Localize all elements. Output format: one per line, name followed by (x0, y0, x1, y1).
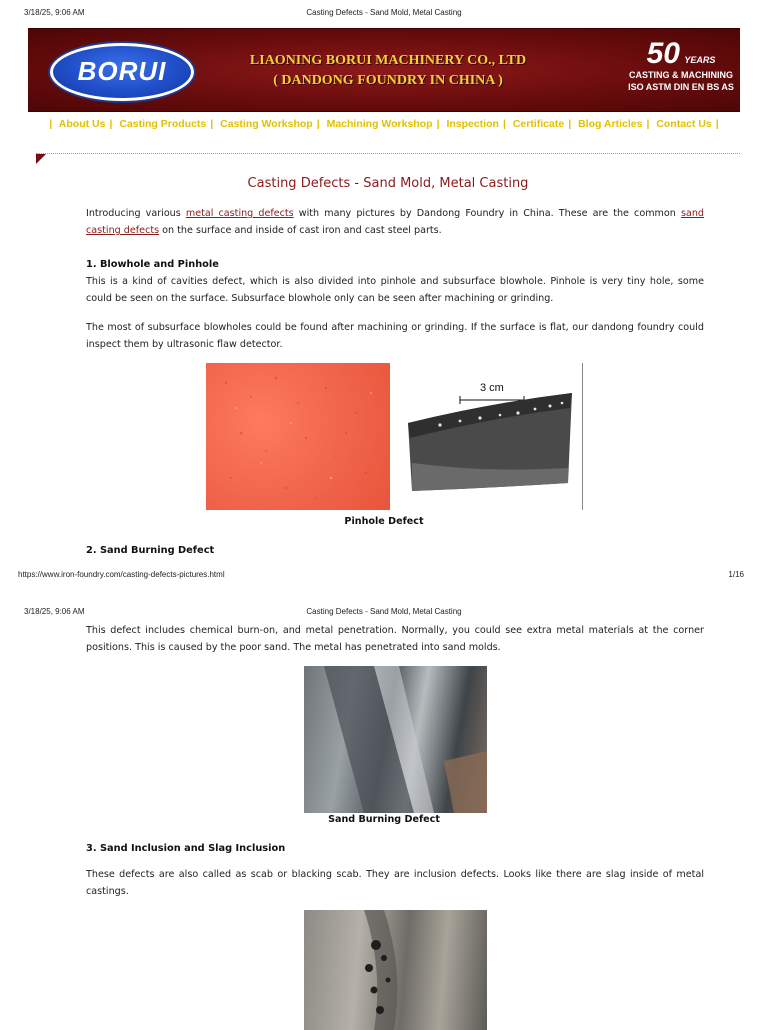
section-1-heading: 1. Blowhole and Pinhole (86, 259, 219, 270)
intro-paragraph: Introducing various metal casting defects with many pictures by Dandong Foundry in China. These are the common sand casting defects on the surface and inside of cast iron and cast steel parts. (86, 208, 704, 236)
print-page-title: Casting Defects - Sand Mold, Metal Casting (306, 8, 462, 17)
print-timestamp-2: 3/18/25, 9:06 AM (24, 607, 85, 616)
sand-burning-image (304, 666, 487, 813)
print-page-title-2: Casting Defects - Sand Mold, Metal Casting (306, 607, 462, 616)
nav-machining-workshop[interactable]: Machining Workshop (326, 118, 433, 130)
link-sand-casting-defects[interactable]: sand casting defects (86, 208, 704, 236)
nav-casting-workshop[interactable]: Casting Workshop (220, 118, 313, 130)
divider (36, 153, 740, 155)
section-2-heading: 2. Sand Burning Defect (86, 545, 215, 556)
pinhole-caption: Pinhole Defect (344, 516, 424, 527)
section-3-heading-wrap (86, 840, 704, 857)
pinhole-section-image (400, 363, 583, 510)
section-3-heading: 3. Sand Inclusion and Slag Inclusion (86, 843, 286, 854)
section-1-paragraph-2-wrap (86, 319, 704, 353)
nav-blog-articles[interactable]: Blog Articles (578, 118, 643, 130)
main-nav: | About Us | Casting Products | Casting Workshop | Machining Workshop | Inspection | Certificate | Blog Articles | Contact Us | (49, 118, 719, 130)
years-label: YEARS (684, 55, 716, 65)
pinhole-surface-image (206, 363, 390, 510)
company-line-2: ( DANDONG FOUNDRY IN CHINA ) (273, 73, 503, 88)
print-header-page-2 (0, 599, 768, 617)
section-2 (86, 622, 704, 656)
section-3-paragraph: These defects are also called as scab or blacking scab. They are inclusion defects. Looks like there are slag inside of metal castings. (86, 869, 704, 897)
nav-certificate[interactable]: Certificate (512, 118, 565, 130)
section-2-heading-wrap (86, 542, 704, 559)
nav-casting-products[interactable]: Casting Products (119, 118, 207, 130)
years-line-1: CASTING & MACHINING (629, 70, 733, 80)
page-title: Casting Defects - Sand Mold, Metal Casting (247, 176, 529, 191)
section-3 (86, 866, 704, 900)
years-badge (622, 39, 740, 93)
section-1-paragraph-2: The most of subsurface blowholes could be found after machining or grinding. If the surface is flat, our dandong foundry could inspect them by ultrasonic flaw detector. (86, 322, 704, 350)
borui-logo[interactable] (50, 43, 194, 101)
section-1-paragraph-1: This is a kind of cavities defect, which is also divided into pinhole and subsurface blowhole. Pinhole is very tiny hole, some could be seen on the surface. Subsurface blowhole only can be seen after machining or grinding. (86, 276, 704, 304)
corner-decoration (36, 154, 46, 164)
link-metal-casting-defects[interactable]: metal casting defects (185, 208, 294, 219)
company-line-1: LIAONING BORUI MACHINERY CO., LTD (249, 53, 527, 68)
nav-contact-us[interactable]: Contact Us (656, 118, 712, 130)
company-name (218, 51, 558, 91)
section-1 (86, 256, 704, 307)
years-line-2: ISO ASTM DIN EN BS AS (628, 82, 734, 92)
print-header (0, 0, 768, 18)
print-timestamp: 3/18/25, 9:06 AM (24, 8, 85, 17)
slag-inclusion-image (304, 910, 487, 1030)
nav-about-us[interactable]: About Us (58, 118, 106, 130)
sand-burning-caption: Sand Burning Defect (328, 814, 440, 825)
print-url: https://www.iron-foundry.com/casting-defects-pictures.html (18, 570, 225, 579)
scale-label: 3 cm (480, 382, 504, 394)
print-page-number: 1/16 (728, 570, 744, 579)
section-2-paragraph: This defect includes chemical burn-on, and metal penetration. Normally, you could see extra metal materials at the corner positions. This is caused by the poor sand. The metal has penetrated into sand molds. (86, 625, 704, 653)
years-number: 50 (646, 37, 680, 70)
nav-inspection[interactable]: Inspection (446, 118, 499, 130)
site-banner (28, 28, 740, 112)
logo-text: BORUI (77, 56, 167, 86)
